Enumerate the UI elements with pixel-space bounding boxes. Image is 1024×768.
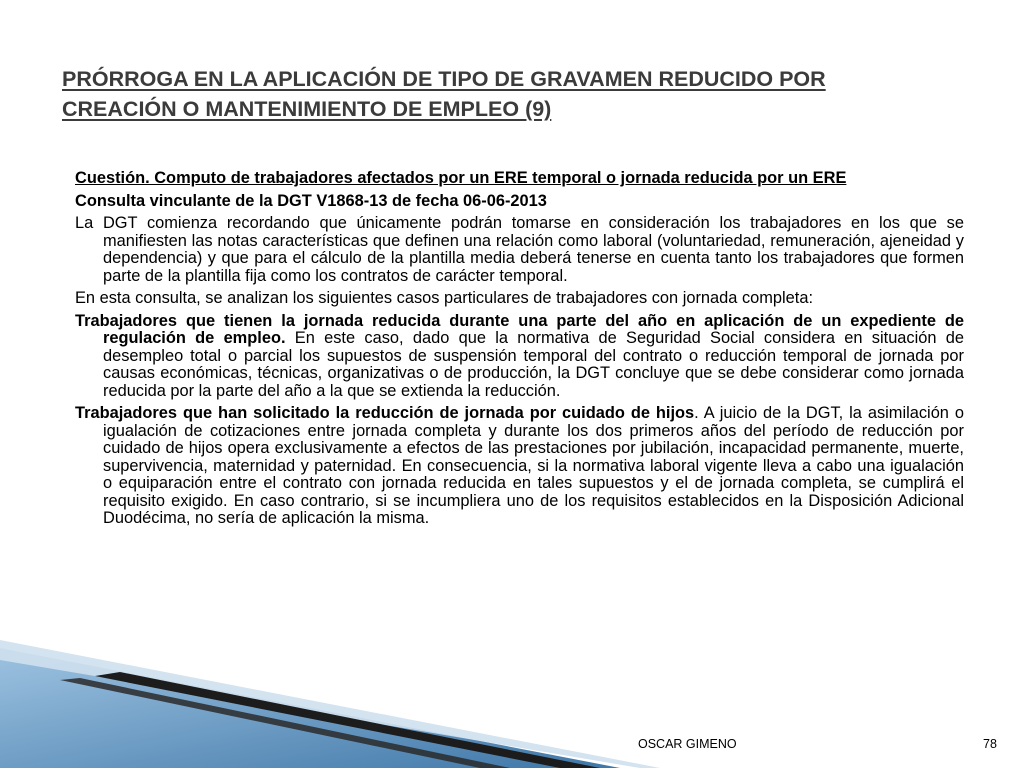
childcare-case-heading: Trabajadores que han solicitado la reducción de jornada por cuidado de hijos: [75, 404, 695, 422]
slide-body: [75, 170, 964, 533]
paragraph-ere-case: [75, 313, 964, 401]
question-heading: Cuestión. Computo de trabajadores afectados por un ERE temporal o jornada reducida por un ERE: [75, 169, 847, 187]
childcare-case-text: . A juicio de la DGT, la asimilación o igualación de cotizaciones entre jornada completa y durante los dos primeros años del período de reducción por cuidado de hijos opera exclusivamente a efectos de las prestaciones por jubilación, incapacidad permanente, muerte, supervivencia, maternidad y paternidad. En consecuencia, si la normativa laboral vigente lleva a cabo una igualación o equiparación entre el contrato con jornada reducida en tales supuestos y el de jornada completa, se cumplirá el requisito exigido. En caso contrario, si se incumpliera uno de los requisitos establecidos en la Disposición Adicional Duodécima, no sería de aplicación la misma.: [103, 404, 964, 527]
footer-author: OSCAR GIMENO: [638, 737, 737, 751]
slide-title: [62, 64, 962, 124]
paragraph-intro: La DGT comienza recordando que únicamente podrán tomarse en consideración los trabajadores en los que se manifiesten las notas características que definen una relación como laboral (voluntariedad, remuneración, ajeneidad y dependencia) y que para el cálculo de la plantilla media deberá tenerse en cuenta tanto los trabajadores que formen parte de la plantilla fija como los contratos de carácter temporal.: [75, 214, 964, 285]
title-line-2: CREACIÓN O MANTENIMIENTO DE EMPLEO (9): [62, 97, 552, 121]
paragraph-childcare-case: [75, 405, 964, 528]
paragraph-cases: En esta consulta, se analizan los siguientes casos particulares de trabajadores con jornada completa:: [75, 289, 814, 307]
consulta-heading: Consulta vinculante de la DGT V1868-13 de fecha 06-06-2013: [75, 191, 547, 210]
ere-case-heading: Trabajadores que tienen la jornada reducida durante una parte del año en aplicación de un expediente de regulación de empleo.: [75, 311, 964, 347]
title-line-1: PRÓRROGA EN LA APLICACIÓN DE TIPO DE GRAVAMEN REDUCIDO POR: [62, 67, 826, 91]
page-number: 78: [983, 737, 997, 751]
ere-case-text: En este caso, dado que la normativa de Seguridad Social considera en situación de desempleo total o parcial los supuestos de suspensión temporal del contrato o reducción temporal de jornada por causas económicas, técnicas, organizativas o de producción, la DGT concluye que se debe considerar como jornada reducida por la parte del año a la que se extienda la reducción.: [103, 329, 964, 400]
